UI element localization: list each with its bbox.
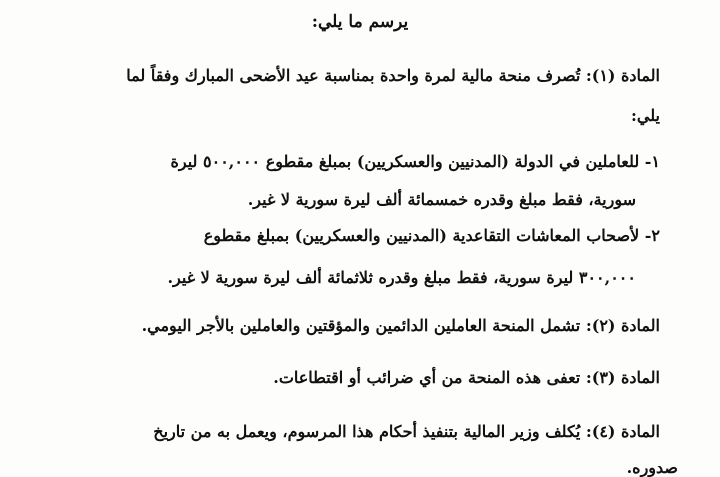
- item-2-line-1: ٢- لأصحاب المعاشات التقاعدية (المدنيين والعسكريين) بمبلغ مقطوع: [203, 226, 660, 245]
- item-1-amount: ٥٠٠,٠٠٠: [203, 152, 261, 171]
- item-1-line-2: سورية، فقط مبلغ وقدره خمسمائة ألف ليرة سورية لا غير.: [247, 190, 636, 209]
- article-3: المادة (٣): تعفى هذه المنحة من أي ضرائب أو اقتطاعات.: [273, 368, 660, 387]
- article-4-line-1: المادة (٤): يُكلف وزير المالية بتنفيذ أحكام هذا المرسوم، ويعمل به من تاريخ: [153, 422, 660, 441]
- item-2-line-2: [0, 268, 636, 287]
- item-1-currency: ليرة: [170, 152, 198, 171]
- item-1-line-1: [88, 152, 660, 171]
- item-2-text: ليرة سورية، فقط مبلغ وقدره ثلاثمائة ألف ليرة سورية لا غير.: [167, 268, 574, 287]
- article-2: المادة (٢): تشمل المنحة العاملين الدائمين والمؤقتين والعاملين بالأجر اليومي.: [141, 316, 660, 335]
- decree-title: يرسم ما يلي:: [311, 12, 409, 32]
- article-1-line-2: يلي:: [631, 106, 660, 125]
- article-4-line-2-cut: صدوره.: [626, 458, 678, 477]
- item-2-amount: ٣٠٠,٠٠٠: [578, 268, 636, 287]
- article-1-line-1: المادة (١): تُصرف منحة مالية لمرة واحدة بمناسبة عيد الأضحى المبارك وفقاً لما: [126, 66, 660, 85]
- item-1-text: ١- للعاملين في الدولة (المدنيين والعسكريين) بمبلغ مقطوع: [265, 152, 660, 171]
